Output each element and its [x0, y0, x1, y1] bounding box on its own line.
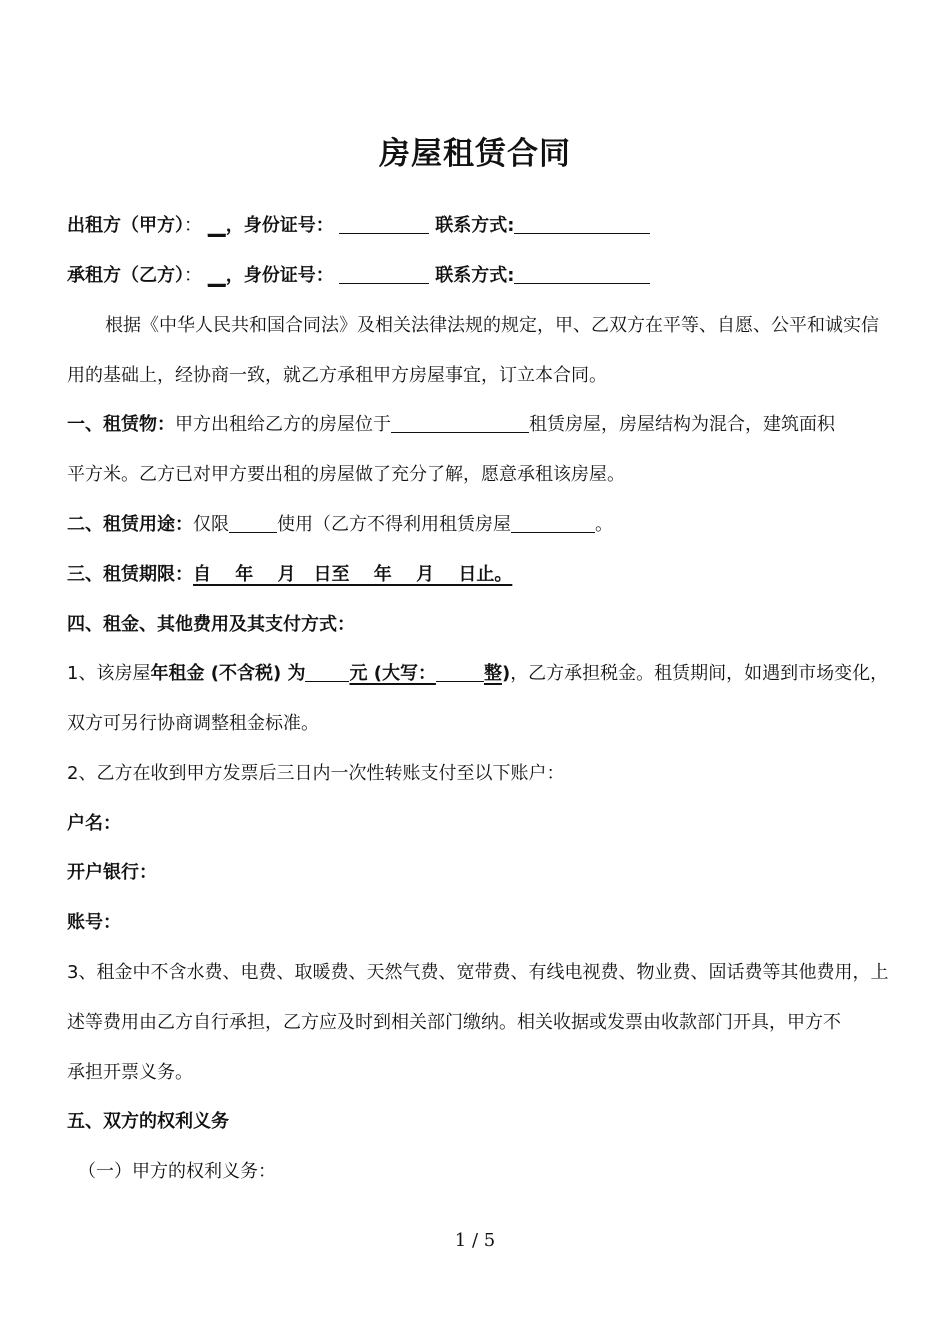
- payment-line: 2、乙方在收到甲方发票后三日内一次性转账支付至以下账户：: [67, 763, 565, 784]
- section-3-line: [67, 562, 890, 588]
- account-number-label: [67, 910, 890, 936]
- lessor-label: 出租方（甲方）: [67, 215, 184, 236]
- lessee-colon: ：: [184, 265, 202, 286]
- lessee-contact-blank: [514, 263, 650, 284]
- lessee-contact-label: 联系方式:: [435, 265, 515, 286]
- fees-line-1: 3、租金中不含水费、电费、取暖费、天然气费、宽带费、有线电视费、物业费、固话费等其他费用，上: [67, 962, 889, 983]
- lessee-label: 承租方（乙方）: [67, 265, 184, 286]
- lessor-line: [67, 213, 890, 239]
- section-1-text-b: 租赁房屋，房屋结构为混合，建筑面积: [529, 414, 835, 435]
- lessor-id-blank: [339, 213, 429, 234]
- lessee-id-blank: [339, 263, 429, 284]
- section-4-heading: [67, 612, 890, 638]
- intro-line-2: 用的基础上，经协商一致，就乙方承租甲方房屋事宜，订立本合同。: [67, 365, 607, 386]
- section-3-heading: 三、租赁期限：: [67, 564, 193, 585]
- section-5-heading: [67, 1109, 890, 1135]
- account-number-text: 账号：: [67, 912, 121, 933]
- section-1-line-2: 平方米。乙方已对甲方要出租的房屋做了充分了解，愿意承租该房屋。: [67, 464, 625, 485]
- location-blank: [391, 412, 529, 433]
- fees-line-3: 承担开票义务。: [67, 1062, 193, 1083]
- section-1-heading: 一、租赁物：: [67, 414, 175, 435]
- lessor-name-blank: __: [207, 215, 226, 236]
- lessor-contact-label: 联系方式:: [435, 215, 515, 236]
- rent-line-2: 双方可另行协商调整租金标准。: [67, 713, 319, 734]
- page-number: 1 / 5: [454, 1230, 496, 1251]
- rent-prefix: 1、该房屋: [67, 663, 151, 684]
- section-2-text-a: 仅限: [193, 514, 229, 535]
- lessee-name-blank: __: [207, 265, 226, 286]
- rent-zheng: 整: [483, 663, 502, 684]
- rent-amount-blank: [305, 661, 349, 682]
- section-2-text-c: 。: [595, 514, 613, 535]
- prohibited-use-blank: [511, 512, 595, 533]
- section-2-text-b: 使用（乙方不得利用租赁房屋: [277, 514, 511, 535]
- bank-label: [67, 860, 890, 886]
- lessor-id-label: 身份证号：: [243, 215, 334, 236]
- lessee-sep: ，: [225, 265, 244, 286]
- section-2-line: [67, 512, 890, 538]
- fees-line-2: 述等费用由乙方自行承担，乙方应及时到相关部门缴纳。相关收据或发票由收款部门开具，甲方不: [67, 1012, 841, 1033]
- lessor-sep: ，: [225, 215, 244, 236]
- lease-period: 自 年 月 日至 年 月 日止。: [193, 564, 513, 585]
- section-5-heading-text: 五、双方的权利义务: [67, 1111, 229, 1132]
- rent-line-1: [67, 661, 890, 687]
- lessor-contact-blank: [514, 213, 650, 234]
- account-name-text: 户名：: [67, 813, 121, 834]
- document-title: 房屋租赁合同: [379, 136, 571, 172]
- rent-rest: ，乙方承担税金。租赁期间，如遇到市场变化，: [510, 663, 889, 684]
- lessor-colon: ：: [184, 215, 202, 236]
- rent-close: ): [501, 663, 511, 684]
- intro-line-1: 根据《中华人民共和国合同法》及相关法律法规的规定，甲、乙双方在平等、自愿、公平和诚实信: [105, 315, 879, 336]
- section-4-heading-text: 四、租金、其他费用及其支付方式：: [67, 614, 355, 635]
- account-name-label: [67, 811, 890, 837]
- usage-blank: [229, 512, 277, 533]
- bank-text: 开户银行：: [67, 862, 157, 883]
- rent-label: 年租金 (不含税) 为: [150, 663, 306, 684]
- section-2-heading: 二、租赁用途：: [67, 514, 193, 535]
- lessee-id-label: 身份证号：: [243, 265, 334, 286]
- section-1-line-1: [67, 412, 890, 438]
- rent-yuan: 元 (大写：: [349, 663, 436, 684]
- lessee-line: [67, 263, 890, 289]
- rent-capital-blank: [436, 661, 484, 682]
- section-5-sub-1: （一）甲方的权利义务：: [78, 1161, 276, 1182]
- section-1-text-a: 甲方出租给乙方的房屋位于: [175, 414, 391, 435]
